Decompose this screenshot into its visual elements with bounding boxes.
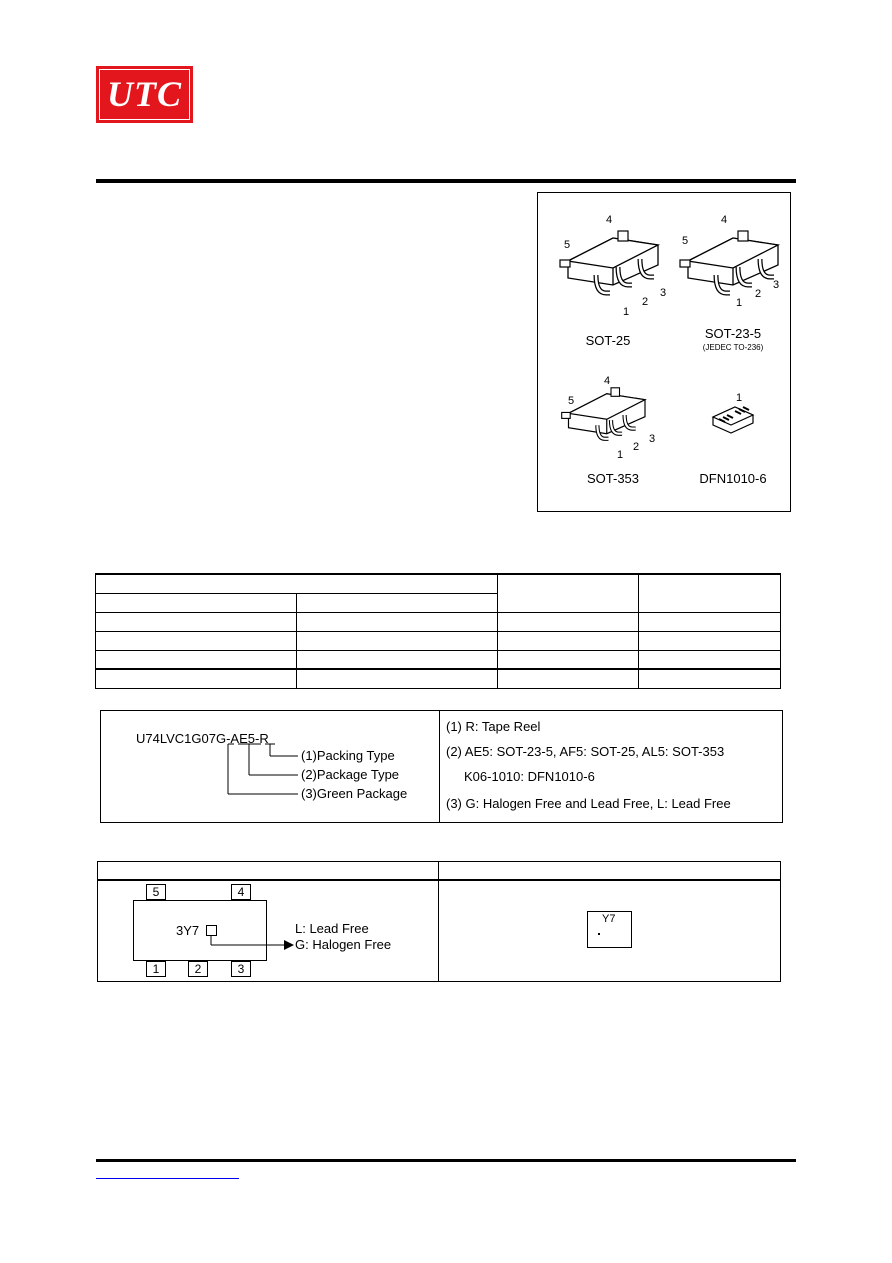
note-green: (3) G: Halogen Free and Lead Free, L: Lead Free	[446, 796, 731, 811]
legend-package-type: (2)Package Type	[301, 767, 400, 782]
sot235-label: SOT-23-5	[704, 326, 762, 341]
marking-pin-2: 2	[188, 961, 208, 977]
marking-chip-body	[133, 900, 267, 961]
marking-pin-4: 4	[231, 884, 251, 900]
marking-lead-free: L: Lead Free	[295, 921, 369, 936]
sot353-label: SOT-353	[586, 471, 640, 486]
table-cell	[498, 631, 638, 650]
marking-halogen-free: G: Halogen Free	[295, 937, 392, 952]
table-cell	[498, 612, 638, 631]
legend-green-package: (3)Green Package	[301, 786, 408, 801]
table-cell	[638, 669, 780, 688]
table-cell	[498, 669, 638, 688]
sot25-label: SOT-25	[585, 333, 631, 348]
part-number: U74LVC1G07G-AE5-R	[136, 731, 269, 746]
table-cell	[297, 650, 498, 669]
decoder-leader-lines	[220, 740, 300, 800]
decoder-divider	[439, 710, 440, 823]
table-cell	[297, 669, 498, 688]
table-cell	[638, 612, 780, 631]
sot353-pin-5: 5	[568, 395, 575, 407]
sot235-jedec-note: (JEDEC TO-236)	[702, 343, 764, 352]
sot235-pin-2: 2	[755, 288, 762, 300]
header-rule	[96, 179, 796, 183]
sot353-pin-2: 2	[633, 441, 640, 453]
sot235-pin-4: 4	[721, 214, 728, 226]
sot353-pin-1: 1	[617, 449, 624, 461]
sot25-pin-1: 1	[623, 306, 630, 318]
marking-pin-5: 5	[146, 884, 166, 900]
table-cell	[638, 631, 780, 650]
sot-353-drawing	[562, 388, 645, 439]
logo-text: UTC	[99, 69, 190, 120]
ordering-table	[95, 573, 781, 689]
sot25-pin-5: 5	[564, 239, 571, 251]
dfn-marking-code: Y7	[602, 913, 616, 925]
note-package: (2) AE5: SOT-23-5, AF5: SOT-25, AL5: SOT-353	[446, 744, 725, 759]
dfn-pin-1: 1	[736, 392, 743, 404]
footer-link-underline[interactable]	[96, 1178, 239, 1179]
table-cell	[96, 650, 297, 669]
sot235-pin-1: 1	[736, 297, 743, 309]
table-cell	[96, 669, 297, 688]
table-cell	[638, 650, 780, 669]
sot25-pin-4: 4	[606, 214, 613, 226]
dfn1010-6-drawing	[713, 407, 753, 433]
sot353-pin-3: 3	[649, 433, 656, 445]
note-packing: (1) R: Tape Reel	[446, 719, 541, 734]
table-cell	[498, 650, 638, 669]
marking-arrow	[210, 934, 295, 950]
sot235-pin-3: 3	[773, 279, 780, 291]
dfn-label: DFN1010-6	[699, 471, 767, 486]
marking-header-rule	[97, 879, 781, 881]
package-header-cell	[498, 574, 638, 612]
halogen-free-header-cell	[297, 593, 498, 612]
table-cell	[96, 631, 297, 650]
marking-divider	[438, 861, 439, 982]
footer-rule	[96, 1159, 796, 1162]
utc-logo	[96, 66, 193, 123]
note-package-dfn: K06-1010: DFN1010-6	[464, 769, 595, 784]
sot235-pin-5: 5	[682, 235, 689, 247]
sot-25-drawing	[560, 231, 658, 293]
sot25-pin-3: 3	[660, 287, 667, 299]
sot-23-5-drawing	[680, 231, 778, 293]
table-cell	[297, 631, 498, 650]
packing-header-cell	[638, 574, 780, 612]
dfn-pin1-dot	[598, 933, 600, 935]
package-drawings	[538, 193, 790, 511]
marking-code: 3Y7	[176, 923, 200, 938]
package-outline-box	[537, 192, 791, 512]
table-cell	[96, 612, 297, 631]
legend-packing-type: (1)Packing Type	[301, 748, 395, 763]
ordering-header-cell	[96, 574, 498, 593]
lead-free-header-cell	[96, 593, 297, 612]
sot25-pin-2: 2	[642, 296, 649, 308]
marking-pin-3: 3	[231, 961, 251, 977]
marking-pin-1: 1	[146, 961, 166, 977]
sot353-pin-4: 4	[604, 375, 611, 387]
table-cell	[297, 612, 498, 631]
